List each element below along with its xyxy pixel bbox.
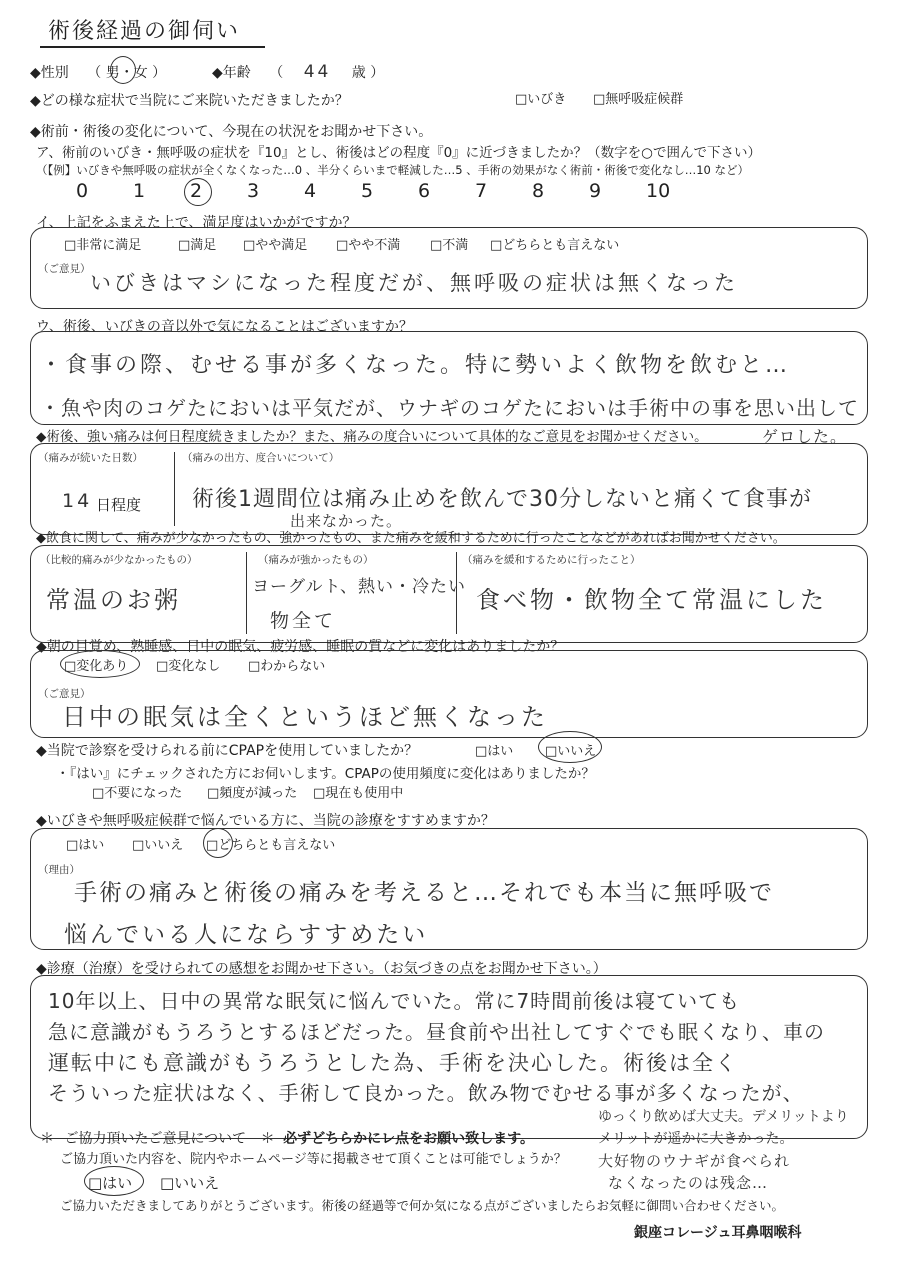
- recommend-opt-neither[interactable]: □どちらとも言えない: [206, 838, 336, 853]
- satisfaction-opinion-label: （ご意見）: [38, 263, 91, 275]
- scale-10[interactable]: 10: [646, 180, 671, 202]
- satisfaction-opt-very[interactable]: □非常に満足: [64, 238, 142, 253]
- q-other: ウ、術後、いびきの音以外で気になることはございますか？: [36, 319, 413, 335]
- pain-detail-line1[interactable]: 術後1週間位は痛み止めを飲んで30分しないと痛くて食事が: [192, 487, 812, 512]
- pain-detail-line2[interactable]: 出来なかった。: [290, 512, 403, 530]
- page-title: 術後経過の御伺い: [48, 19, 241, 44]
- pain-divider: [174, 452, 175, 526]
- recommend-opt-yes[interactable]: □はい: [66, 838, 105, 853]
- age-row: ◆年齢 （ 44 歳 ）: [212, 62, 385, 82]
- scale-6[interactable]: 6: [418, 180, 431, 202]
- scale-8[interactable]: 8: [532, 180, 545, 202]
- other-answer-line3[interactable]: ゲロした。: [762, 427, 848, 446]
- opt-snoring[interactable]: □いびき: [515, 92, 567, 107]
- q-cpap-sub: ・『はい』にチェックされた方にお伺いします。CPAPの使用頻度に変化はありましたか？: [56, 766, 595, 782]
- other-answer-line2[interactable]: ・魚や肉のコゲたにおいは平気だが、ウナギのコゲたにおいは手術中の事を思い出して: [40, 396, 859, 420]
- impression-line2[interactable]: 急に意識がもうろうとするほどだった。昼食前や出社してすぐでも眠くなり、車の: [48, 1020, 825, 1044]
- food-divider-1: [246, 552, 247, 634]
- satisfaction-opt-satisfied[interactable]: □満足: [178, 238, 217, 253]
- gender-row: ◆性別 （ 男・女 ）: [30, 65, 167, 81]
- cpap-no-circle-mark: [538, 731, 602, 763]
- scale-2[interactable]: 2: [190, 180, 203, 202]
- consent-heading: ご協力頂いたご意見について: [64, 1131, 247, 1147]
- q-change: ◆術前・術後の変化について、今現在の状況をお聞かせ下さい。: [30, 124, 433, 140]
- impression-line8[interactable]: なくなったのは残念…: [608, 1174, 769, 1192]
- impression-line5[interactable]: ゆっくり飲めば大丈夫。デメリットより: [598, 1109, 849, 1125]
- morning-opt-unknown[interactable]: □わからない: [248, 659, 326, 674]
- scale-3[interactable]: 3: [247, 180, 260, 202]
- satisfaction-answer[interactable]: いびきはマシになった程度だが、無呼吸の症状は無くなった: [90, 271, 738, 295]
- consent-yes-circle-mark: [84, 1166, 144, 1196]
- gender-female[interactable]: 女: [133, 65, 148, 81]
- consent-question: ご協力頂いた内容を、院内やホームページ等に掲載させて頂くことは可能でしょうか？: [60, 1152, 567, 1167]
- pain-days-value[interactable]: 14: [62, 490, 93, 512]
- food-col1-answer[interactable]: 常温のお粥: [46, 586, 181, 614]
- satisfaction-opt-somewhat-dis[interactable]: □やや不満: [336, 238, 401, 253]
- pain-days-unit: 日程度: [96, 496, 142, 514]
- food-col2-label: （痛みが強かったもの）: [258, 554, 374, 566]
- satisfaction-opt-neither[interactable]: □どちらとも言えない: [490, 238, 620, 253]
- consent-no[interactable]: □いいえ: [160, 1174, 220, 1192]
- cpap-opt-unneeded[interactable]: □不要になった: [92, 786, 183, 801]
- other-answer-line1[interactable]: ・食事の際、むせる事が多くなった。特に勢いよく飲物を飲むと…: [40, 353, 791, 378]
- consent-star-2: ＊: [260, 1131, 275, 1147]
- q-symptom: ◆どの様な症状で当院にご来院いただきましたか？: [30, 93, 349, 109]
- scale-5[interactable]: 5: [361, 180, 374, 202]
- scale-4[interactable]: 4: [304, 180, 317, 202]
- q-satisfaction: イ、上記をふまえた上で、満足度はいかがですか？: [36, 215, 357, 231]
- q-impression: ◆診療（治療）を受けられての感想をお聞かせ下さい。（お気づきの点をお聞かせ下さい。）: [36, 961, 607, 977]
- pain-detail-label: （痛みの出方、度合いについて）: [182, 452, 340, 464]
- q-food: ◆飲食に関して、痛みが少なかったもの、強かったもの、また痛みを緩和するために行ったことなどがあればお聞かせください。: [36, 531, 786, 546]
- consent-heading-row: [40, 1128, 534, 1148]
- q-morning: ◆朝の目覚め、熟睡感、日中の眠気、疲労感、睡眠の質などに変化はありましたか？: [36, 639, 565, 655]
- consent-star-1: ＊: [40, 1131, 54, 1147]
- scale-2-circle-mark: [184, 178, 212, 206]
- age-label: ◆年齢: [212, 65, 251, 81]
- cpap-opt-reduced[interactable]: □頻度が減った: [207, 786, 298, 801]
- impression-line4[interactable]: そういった症状はなく、手術して良かった。飲み物でむせる事が多くなったが、: [48, 1081, 804, 1105]
- male-circle-mark: [110, 56, 136, 84]
- title-underline: [40, 46, 265, 48]
- scale-7[interactable]: 7: [475, 180, 488, 202]
- neither-circle-mark: [203, 828, 233, 858]
- satisfaction-opt-somewhat[interactable]: □やや満足: [243, 238, 308, 253]
- consent-yes[interactable]: □はい: [88, 1174, 133, 1192]
- age-value[interactable]: 44: [303, 62, 332, 82]
- morning-opt-unchanged[interactable]: □変化なし: [156, 659, 221, 674]
- food-col2-answer2[interactable]: 物全て: [270, 610, 337, 632]
- q-recommend: ◆いびきや無呼吸症候群で悩んでいる方に、当院の診療をすすめますか？: [36, 813, 495, 829]
- recommend-reason-label: （理由）: [38, 864, 80, 876]
- scale-9[interactable]: 9: [589, 180, 602, 202]
- morning-opt-changed[interactable]: □変化あり: [64, 659, 129, 674]
- q-pain: ◆術後、強い痛みは何日程度続きましたか？また、痛みの度合いについて具体的なご意見をお聞かせください。: [36, 429, 708, 445]
- opt-apnea[interactable]: □無呼吸症候群: [593, 92, 684, 107]
- morning-answer[interactable]: 日中の眠気は全くというほど無くなった: [62, 703, 548, 731]
- q-change-sub: ア、術前のいびき・無呼吸の症状を『10』とし、術後はどの程度『0』に近づきましたか？（数字を○で囲んで下さい）: [36, 145, 761, 161]
- recommend-answer-line2[interactable]: 悩んでいる人にならすすめたい: [64, 922, 429, 948]
- recommend-opt-no[interactable]: □いいえ: [132, 838, 184, 853]
- food-col3-answer[interactable]: 食べ物・飲物全て常温にした: [476, 586, 827, 614]
- satisfaction-opt-dis[interactable]: □不満: [430, 238, 469, 253]
- gender-label: ◆性別: [30, 65, 69, 81]
- morning-opinion-label: （ご意見）: [38, 688, 91, 700]
- q-change-example: （【例】いびきや無呼吸の症状が全くなくなった…0 、半分くらいまで軽減した…5 、手術の効果がなく術前・術後で変化なし…10 など）: [36, 163, 749, 177]
- food-col1-label: （比較的痛みが少なかったもの）: [40, 554, 198, 566]
- scale-0[interactable]: 0: [76, 180, 89, 202]
- cpap-opt-still[interactable]: □現在も使用中: [313, 786, 404, 801]
- closing-text: ご協力いただきましてありがとうございます。術後の経過等で何か気になる点がございましたらお気軽に御問い合わせください。: [60, 1198, 785, 1213]
- food-col2-answer1[interactable]: ヨーグルト、熱い・冷たい: [252, 577, 466, 597]
- cpap-yes[interactable]: □はい: [475, 744, 514, 759]
- q-cpap: ◆当院で診察を受けられる前にCPAPを使用していましたか？: [36, 743, 419, 759]
- impression-line7[interactable]: 大好物のウナギが食べられ: [598, 1152, 791, 1170]
- impression-line1[interactable]: 10年以上、日中の異常な眠気に悩んでいた。常に7時間前後は寝ていても: [48, 989, 741, 1013]
- scale-1[interactable]: 1: [133, 180, 146, 202]
- consent-emphasis: 必ずどちらかにレ点をお願い致します。: [283, 1131, 534, 1147]
- clinic-name: 銀座コレージュ耳鼻咽喉科: [634, 1225, 802, 1241]
- food-col3-label: （痛みを緩和するために行ったこと）: [462, 554, 641, 566]
- impression-line3[interactable]: 運転中にも意識がもうろうとした為、手術を決心した。術後は全く: [48, 1051, 738, 1075]
- impression-line6[interactable]: メリットが遥かに大きかった。: [598, 1131, 794, 1147]
- pain-days-label: （痛みが続いた日数）: [38, 452, 143, 464]
- changed-circle-mark: [60, 650, 140, 678]
- recommend-answer-line1[interactable]: 手術の痛みと術後の痛みを考えると…それでも本当に無呼吸で: [74, 880, 774, 906]
- gender-male[interactable]: 男: [105, 65, 120, 81]
- cpap-no[interactable]: □いいえ: [545, 744, 597, 759]
